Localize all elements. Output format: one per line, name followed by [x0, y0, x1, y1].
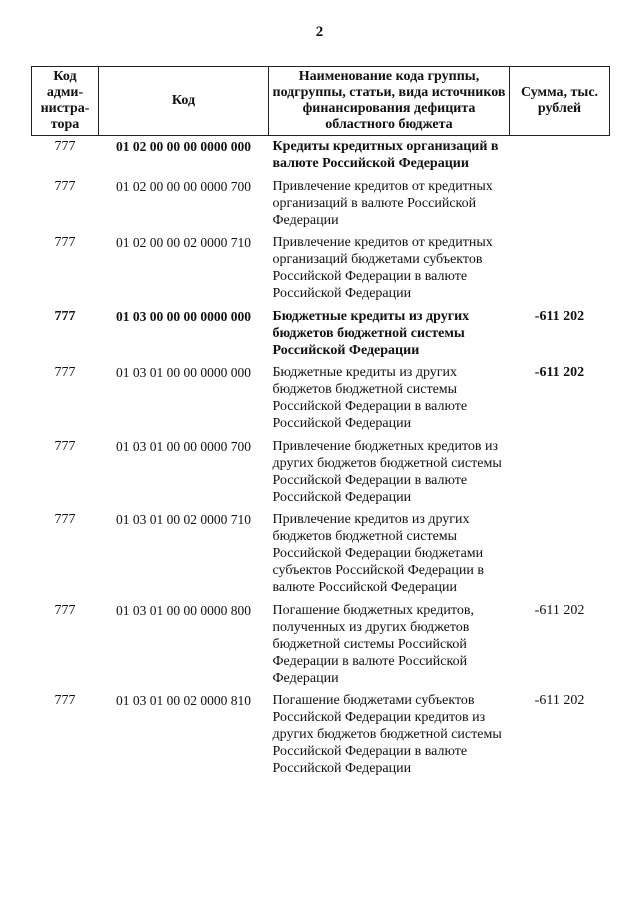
table-row [32, 136, 610, 176]
table-row [32, 232, 610, 305]
code-cell: 01 02 00 00 00 0000 000 [116, 139, 251, 154]
sum-cell [510, 435, 610, 509]
sum-cell: -611 202 [534, 603, 585, 618]
name-cell: Привлечение кредитов от кредитных организаций в валюте Российской Федерации [272, 179, 493, 228]
table-row [32, 305, 610, 362]
code-cell: 01 03 01 00 00 0000 800 [116, 603, 251, 618]
page-number: 2 [315, 24, 324, 40]
admin-code-cell: 777 [54, 139, 76, 154]
admin-code-cell: 777 [54, 309, 76, 324]
code-cell: 01 03 01 00 00 0000 700 [116, 439, 251, 454]
header-code: Код [99, 67, 269, 136]
name-cell: Привлечение кредитов из других бюджетов бюджетной системы Российской Федерации бюджетами субъектов Российской Федерации в валюте Российской Федерации [272, 512, 484, 595]
sum-cell [510, 232, 610, 305]
sum-cell: -611 202 [534, 693, 585, 708]
table-row [32, 599, 610, 690]
admin-code-cell: 777 [54, 179, 76, 194]
code-cell: 01 03 01 00 02 0000 710 [116, 512, 251, 527]
header-name: Наименование кода группы, подгруппы, статьи, вида источников финансирования дефицита областного бюджета [269, 67, 510, 136]
table-row [32, 175, 610, 232]
table-header-row [32, 67, 610, 136]
sources-financing-table [31, 66, 610, 780]
code-cell: 01 02 00 00 02 0000 710 [116, 235, 251, 250]
name-cell: Кредиты кредитных организаций в валюте Российской Федерации [272, 139, 499, 171]
sum-cell: -611 202 [534, 365, 585, 380]
header-sum: Сумма, тыс. рублей [510, 67, 610, 136]
header-admin-code: Код адми-нистра-тора [32, 67, 99, 136]
table-row [32, 362, 610, 435]
sum-cell [510, 175, 610, 232]
admin-code-cell: 777 [54, 439, 76, 454]
admin-code-cell: 777 [54, 512, 76, 527]
code-cell: 01 03 00 00 00 0000 000 [116, 309, 251, 324]
name-cell: Погашение бюджетных кредитов, полученных из других бюджетов бюджетной системы Российской Федерации в валюте Российской Федерации [272, 603, 474, 686]
sum-cell: -611 202 [534, 309, 585, 324]
code-cell: 01 03 01 00 00 0000 000 [116, 365, 251, 380]
table-row [32, 435, 610, 509]
code-cell: 01 03 01 00 02 0000 810 [116, 693, 251, 708]
name-cell: Погашение бюджетами субъектов Российской Федерации кредитов из других бюджетов бюджетной системы Российской Федерации в валюте Российской Федерации [272, 693, 502, 776]
name-cell: Привлечение бюджетных кредитов из других бюджетов бюджетной системы Российской Федерации в валюте Российской Федерации [272, 439, 502, 505]
name-cell: Привлечение кредитов от кредитных организаций бюджетами субъектов Российской Федерации в валюте Российской Федерации [272, 235, 493, 301]
table-row [32, 690, 610, 780]
table-row [32, 509, 610, 599]
admin-code-cell: 777 [54, 235, 76, 250]
code-cell: 01 02 00 00 00 0000 700 [116, 179, 251, 194]
sum-cell [510, 136, 610, 176]
name-cell: Бюджетные кредиты из других бюджетов бюджетной системы Российской Федерации в валюте Российской Федерации [272, 365, 468, 431]
admin-code-cell: 777 [54, 603, 76, 618]
admin-code-cell: 777 [54, 693, 76, 708]
admin-code-cell: 777 [54, 365, 76, 380]
name-cell: Бюджетные кредиты из других бюджетов бюджетной системы Российской Федерации [272, 309, 470, 358]
sum-cell [510, 509, 610, 599]
